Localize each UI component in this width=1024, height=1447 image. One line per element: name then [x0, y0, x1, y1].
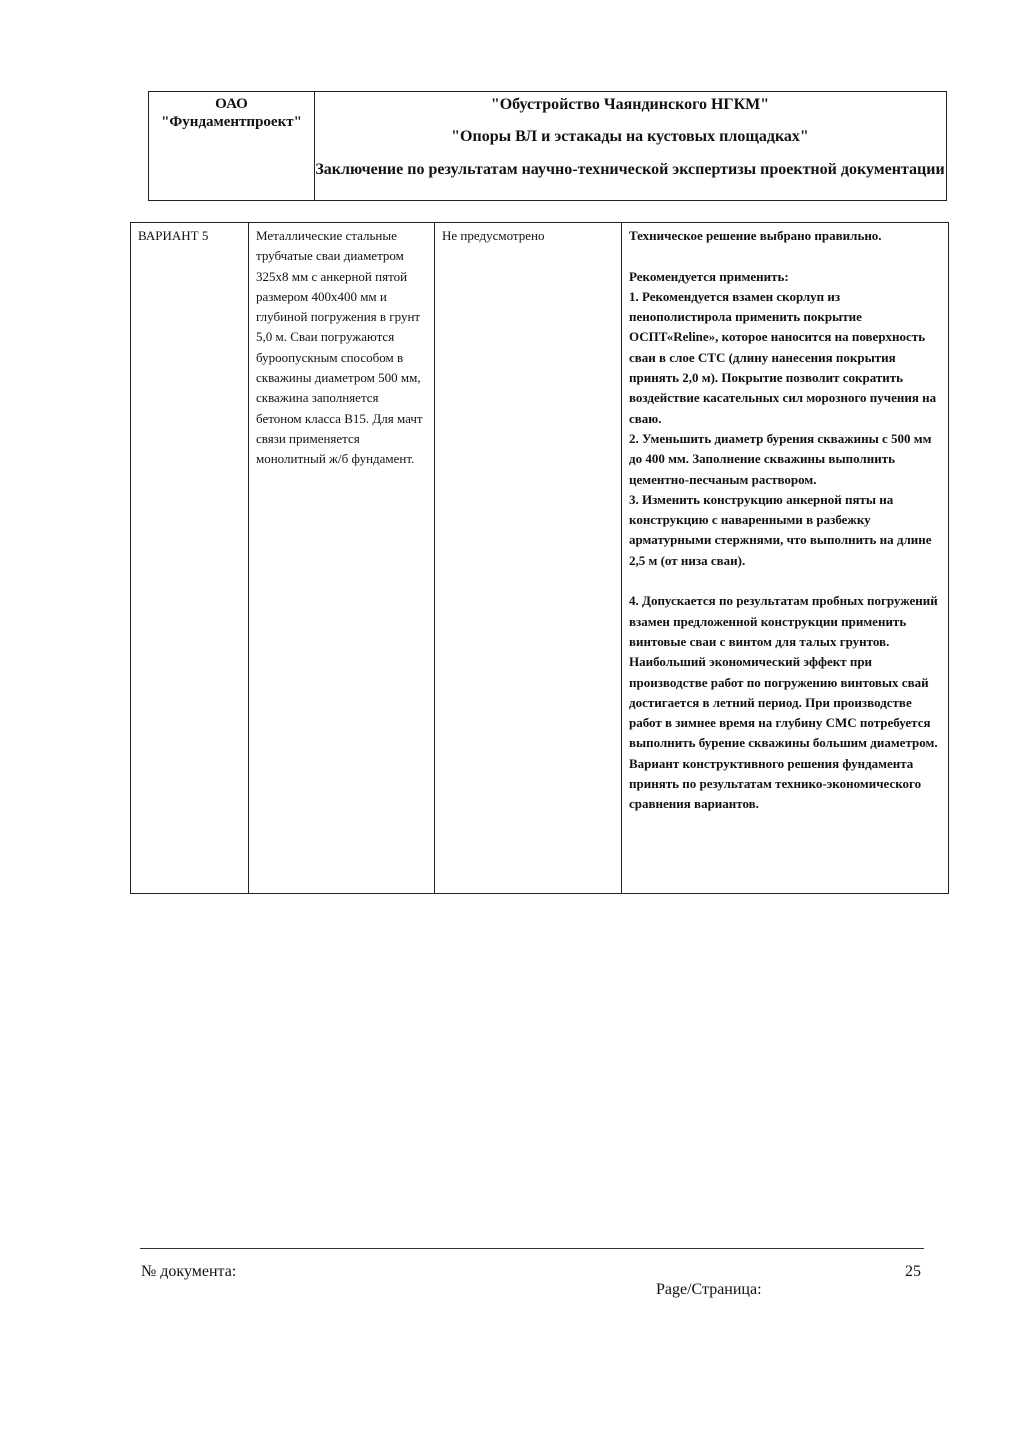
recommend-title: Рекомендуется применить: [629, 268, 789, 284]
recommendation-2: 2. Уменьшить диаметр бурения скважины с 500 мм до 400 мм. Заполнение скважины выполнить цементно-песчаным раствором. [629, 430, 932, 487]
document-header [148, 91, 947, 201]
verdict-text: Техническое решение выбрано правильно. [629, 228, 882, 243]
recommendation-1: 1. Рекомендуется взамен скорлуп из пенополистирола применить покрытие ОСПТ«Reline», которое наносится на поверхность сваи в слое СТС (длину нанесения покрытия принять 2,0 м). Покрытие позволит сократить воздействие касательных сил морозного пучения на сваю. [629, 288, 937, 426]
page-number: 25 [905, 1263, 921, 1280]
org-name: "Фундаментпроект" [161, 114, 302, 130]
document-number-label: № документа: [141, 1263, 237, 1280]
provision-cell: Не предусмотрено [435, 223, 622, 894]
document-title: Заключение по результатам научно-технической экспертизы проектной документации [315, 161, 945, 178]
description-cell: Металлические стальные трубчатые сваи диаметром 325х8 мм с анкерной пятой размером 400х400 мм и глубиной погружения в грунт 5,0 м. Сваи погружаются буроопускным способом в скважины диаметром 500 мм, скважина заполняется бетоном класса В15. Для мачт связи применяется монолитный ж/б фундамент. [249, 223, 435, 894]
project-title: "Обустройство Чаяндинского НГКМ" [490, 96, 770, 113]
section-title: "Опоры ВЛ и эстакады на кустовых площадках" [451, 128, 809, 145]
title-cell [315, 92, 945, 200]
recommendation-4: 4. Допускается по результатам пробных погружений взамен предложенной конструкции применить винтовые сваи с винтом для талых грунтов. Наибольший экономический эффект при производстве работ по погружению винтовых свай достигается в летний период. При производстве работ в зимнее время на глубину СМС потребуется выполнить бурение скважины большим диаметром. Вариант конструктивного решения фундамента принять по результатам технико-экономического сравнения вариантов. [629, 593, 938, 812]
organization-cell [149, 92, 315, 200]
variant-cell: ВАРИАНТ 5 [131, 223, 249, 894]
conclusion-cell [622, 223, 949, 894]
page-label: Page/Страница: [656, 1281, 762, 1298]
table-row [131, 223, 949, 894]
org-type: ОАО [215, 96, 248, 112]
footer-divider [140, 1248, 924, 1249]
recommendation-3: 3. Изменить конструкцию анкерной пяты на конструкцию с наваренными в разбежку арматурными стержнями, что выполнить на длине 2,5 м (от низа сваи). [629, 491, 932, 568]
expertise-table [130, 222, 949, 894]
